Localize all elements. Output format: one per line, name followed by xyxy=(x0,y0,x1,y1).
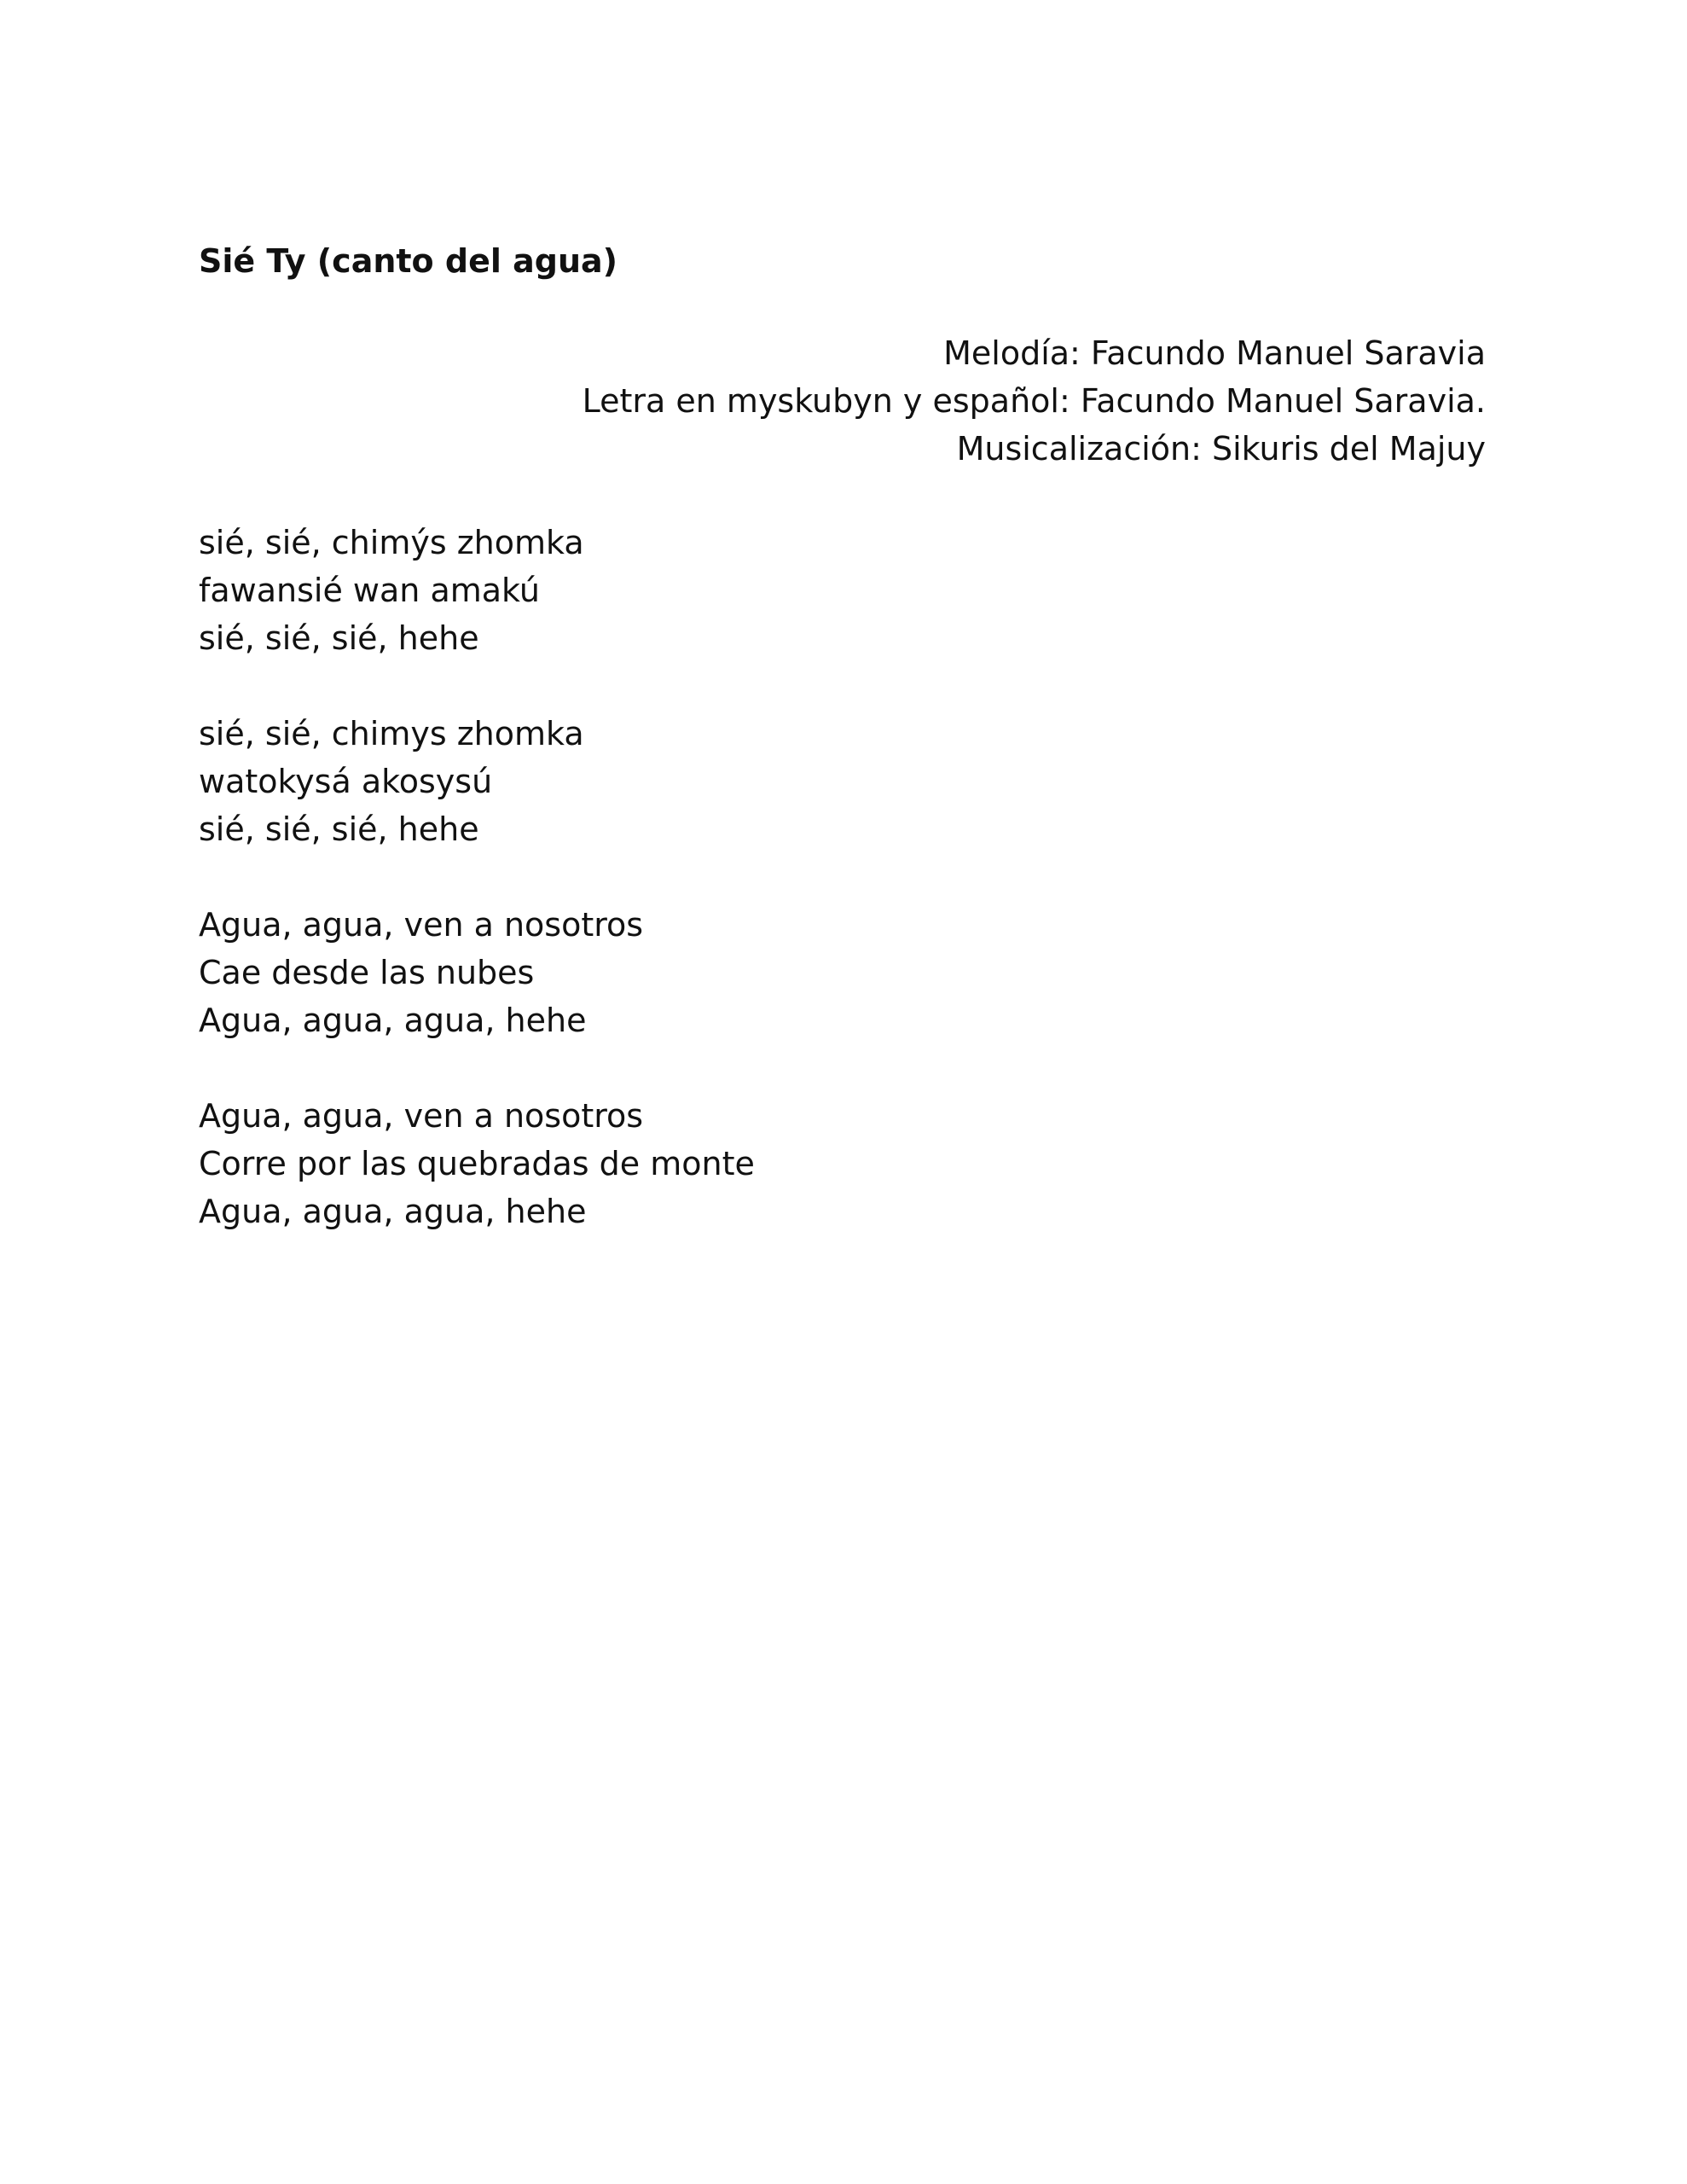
stanza-2 xyxy=(199,710,755,853)
credit-melody: Melodía: Facundo Manuel Saravia xyxy=(943,334,1486,372)
lyric-line: sié, sié, chimys zhomka xyxy=(199,715,584,752)
lyrics-block xyxy=(199,519,755,1283)
credits-block xyxy=(583,329,1486,473)
lyric-line: watokysá akosysú xyxy=(199,763,493,800)
lyric-line: sié, sié, chimýs zhomka xyxy=(199,524,584,561)
lyric-line: Corre por las quebradas de monte xyxy=(199,1145,755,1182)
song-title: Sié Ty (canto del agua) xyxy=(199,242,618,280)
lyric-line: sié, sié, sié, hehe xyxy=(199,810,479,848)
credit-lyrics: Letra en myskubyn y español: Facundo Manuel Saravia. xyxy=(582,382,1486,420)
stanza-3 xyxy=(199,901,755,1044)
credit-music: Musicalización: Sikuris del Majuy xyxy=(956,430,1486,468)
lyric-line: fawansié wan amakú xyxy=(199,572,540,609)
stanza-1 xyxy=(199,519,755,662)
lyric-line: Agua, agua, agua, hehe xyxy=(199,1193,587,1230)
lyric-line: sié, sié, sié, hehe xyxy=(199,619,479,657)
lyric-line: Agua, agua, ven a nosotros xyxy=(199,906,644,944)
lyric-line: Cae desde las nubes xyxy=(199,954,535,991)
stanza-4 xyxy=(199,1092,755,1235)
lyric-line: Agua, agua, ven a nosotros xyxy=(199,1097,644,1135)
lyric-line: Agua, agua, agua, hehe xyxy=(199,1002,587,1039)
